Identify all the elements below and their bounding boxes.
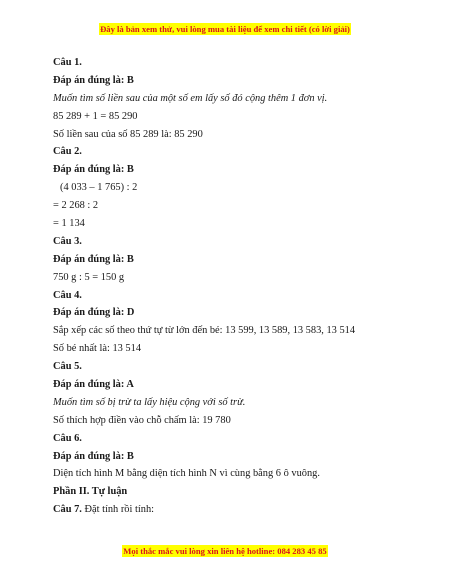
question-7-prompt: Đặt tính rồi tính: — [81, 504, 155, 516]
calculation-line: = 2 268 : 2 — [53, 200, 99, 212]
calculation-line: (4 033 – 1 765) : 2 — [60, 182, 138, 194]
question-3-heading: Câu 3. — [53, 235, 82, 247]
explanation-line: Muốn tìm số liền sau của một số em lấy số đó cộng thêm 1 đơn vị. — [53, 92, 328, 104]
answer-1-label: Đáp án đúng là: B — [53, 74, 134, 86]
answer-2-label: Đáp án đúng là: B — [53, 164, 134, 176]
question-4-heading: Câu 4. — [53, 289, 82, 301]
calculation-line: = 1 134 — [53, 218, 85, 230]
question-7-line — [53, 501, 423, 519]
calculation-line: 85 289 + 1 = 85 290 — [53, 110, 138, 122]
explanation-line: Diện tích hình M bằng diện tích hình N vì cùng bằng 6 ô vuông. — [53, 468, 320, 480]
hotline-banner — [0, 546, 450, 556]
explanation-line: Muốn tìm số bị trừ ta lấy hiệu cộng với số trừ. — [53, 396, 246, 408]
answer-6-label: Đáp án đúng là: B — [53, 450, 134, 462]
answer-4-label: Đáp án đúng là: D — [53, 307, 135, 319]
answer-content — [53, 54, 423, 519]
question-7-heading: Câu 7. — [53, 504, 82, 516]
preview-notice-text: Đây là bản xem thử, vui lòng mua tài liệu để xem chi tiết (có lời giải) — [100, 24, 350, 34]
question-5-heading: Câu 5. — [53, 361, 82, 373]
result-line: Số bé nhất là: 13 514 — [53, 343, 142, 355]
preview-notice-banner — [0, 24, 450, 34]
result-line: Số thích hợp điền vào chỗ chấm là: 19 780 — [53, 414, 231, 426]
question-2-heading: Câu 2. — [53, 146, 82, 158]
answer-3-label: Đáp án đúng là: B — [53, 253, 134, 265]
answer-5-label: Đáp án đúng là: A — [53, 379, 134, 391]
question-6-heading: Câu 6. — [53, 432, 82, 444]
section-heading: Phần II. Tự luận — [53, 486, 128, 498]
question-1-heading: Câu 1. — [53, 57, 82, 68]
result-line: Số liền sau của số 85 289 là: 85 290 — [53, 128, 203, 140]
hotline-text: Mọi thắc mắc vui lòng xin liên hệ hotline: 084 283 45 85 — [123, 546, 327, 556]
calculation-line: 750 g : 5 = 150 g — [53, 271, 125, 283]
explanation-line: Sắp xếp các số theo thứ tự từ lớn đến bé: 13 599, 13 589, 13 583, 13 514 — [53, 325, 356, 337]
